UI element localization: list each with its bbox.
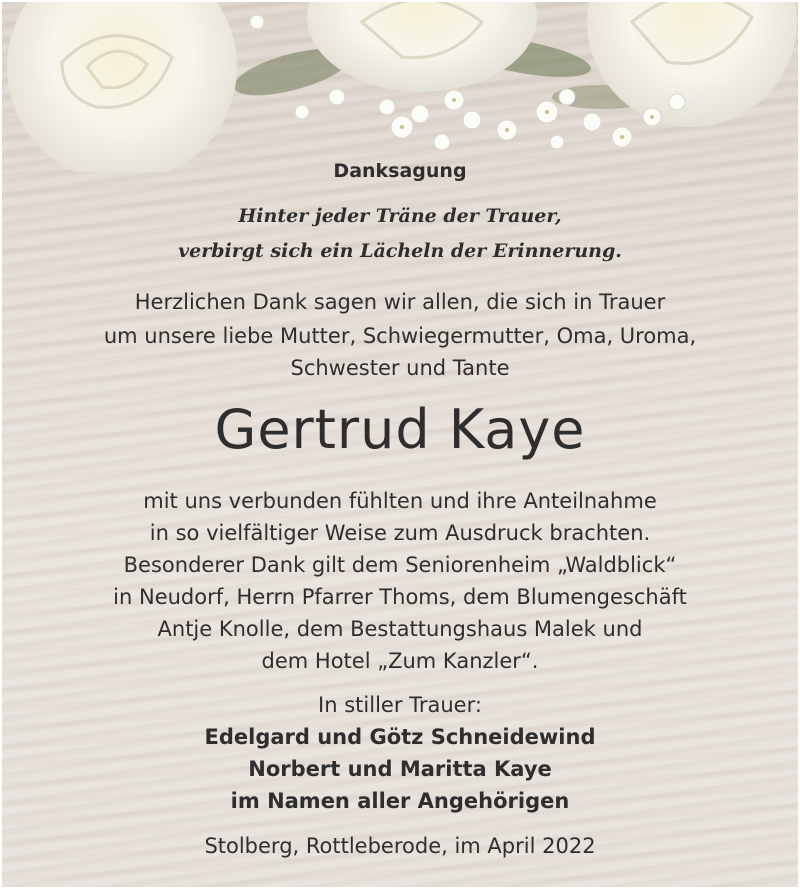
body-line: mit uns verbunden fühlten und ihre Anteilnahme	[143, 489, 657, 513]
deceased-name: Gertrud Kaye	[214, 398, 586, 461]
intro-line: Herzlichen Dank sagen wir allen, die sich in Trauer	[134, 290, 666, 314]
intro-line: Schwester und Tante	[290, 356, 510, 380]
body-line: Besonderer Dank gilt dem Seniorenheim „Waldblick“	[123, 553, 677, 577]
body-line: in so vielfältiger Weise zum Ausdruck brachten.	[149, 521, 651, 545]
mourning-label: In stiller Trauer:	[318, 693, 482, 717]
white-roses-image	[2, 2, 798, 172]
signature-line: Norbert und Maritta Kaye	[248, 757, 552, 781]
body-line: Antje Knolle, dem Bestattungshaus Malek und	[157, 617, 643, 641]
heading: Danksagung	[333, 160, 467, 182]
signature-line: Edelgard und Götz Schneidewind	[204, 725, 596, 749]
signature-line: im Namen aller Angehörigen	[230, 789, 570, 813]
intro-line: um unsere liebe Mutter, Schwiegermutter, Oma, Uroma,	[103, 324, 697, 348]
obituary-card	[2, 2, 798, 887]
body-line: dem Hotel „Zum Kanzler“.	[261, 649, 539, 673]
place-date: Stolberg, Rottleberode, im April 2022	[204, 834, 596, 858]
body-line: in Neudorf, Herrn Pfarrer Thoms, dem Blumengeschäft	[113, 585, 687, 609]
quote-line: verbirgt sich ein Lächeln der Erinnerung.	[178, 240, 622, 262]
quote-line: Hinter jeder Träne der Trauer,	[238, 205, 562, 227]
